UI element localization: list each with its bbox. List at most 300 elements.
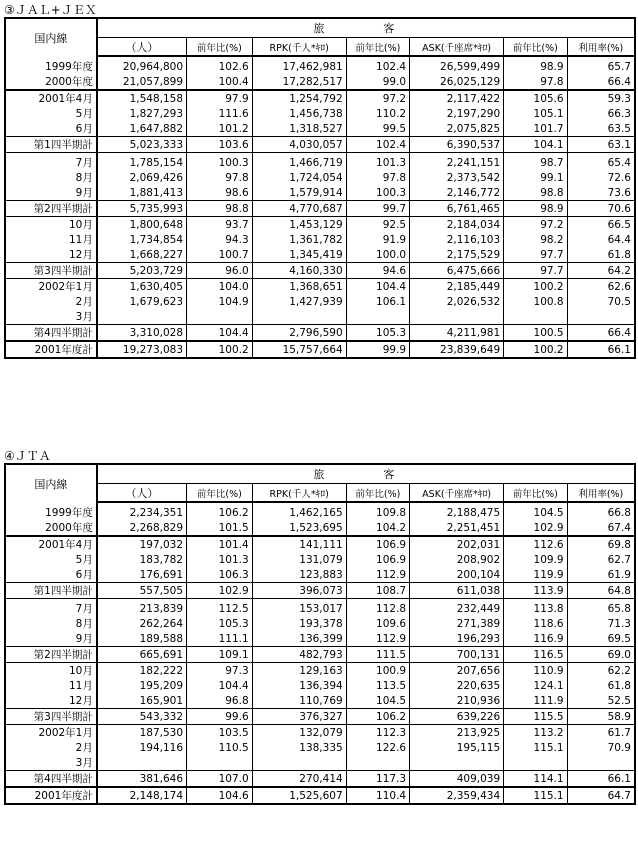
table-row	[5, 583, 635, 599]
cell-rpk: 396,073	[252, 583, 346, 599]
cell-ask: 2,075,825	[410, 121, 504, 137]
cell-passengers	[97, 755, 187, 771]
cell-ask-yoy: 113.2	[504, 725, 567, 741]
row-label: 2月	[5, 294, 97, 309]
cell-passengers-yoy: 100.2	[187, 341, 253, 358]
table-row	[5, 536, 635, 552]
cell-rpk-yoy: 100.3	[346, 185, 409, 201]
cell-load-factor: 64.4	[567, 232, 635, 247]
cell-rpk-yoy: 111.5	[346, 647, 409, 663]
cell-rpk: 482,793	[252, 647, 346, 663]
cell-rpk-yoy	[346, 755, 409, 771]
cell-rpk	[252, 309, 346, 325]
cell-passengers-yoy: 111.1	[187, 631, 253, 647]
cell-ask-yoy: 102.9	[504, 520, 567, 536]
cell-load-factor: 66.5	[567, 217, 635, 233]
cell-ask-yoy: 116.9	[504, 631, 567, 647]
cell-passengers-yoy: 104.4	[187, 325, 253, 342]
cell-rpk: 4,160,330	[252, 263, 346, 279]
cell-passengers-yoy	[187, 309, 253, 325]
cell-rpk: 123,883	[252, 567, 346, 583]
cell-ask-yoy: 105.6	[504, 90, 567, 106]
table-row	[5, 294, 635, 309]
cell-rpk: 138,335	[252, 740, 346, 755]
cell-ask	[410, 755, 504, 771]
cell-load-factor: 61.9	[567, 567, 635, 583]
cell-ask: 220,635	[410, 678, 504, 693]
cell-ask-yoy: 114.1	[504, 771, 567, 788]
table-row	[5, 341, 635, 358]
row-label: 9月	[5, 185, 97, 201]
cell-passengers-yoy: 104.0	[187, 279, 253, 295]
cell-passengers	[97, 309, 187, 325]
cell-rpk-yoy: 102.4	[346, 56, 409, 74]
table-row	[5, 309, 635, 325]
cell-load-factor: 65.8	[567, 599, 635, 617]
row-label: 5月	[5, 552, 97, 567]
cell-passengers-yoy: 96.0	[187, 263, 253, 279]
cell-passengers: 213,839	[139, 602, 184, 615]
cell-passengers-yoy: 101.5	[187, 520, 253, 536]
cell-ask: 2,116,103	[410, 232, 504, 247]
cell-rpk-yoy: 101.3	[346, 153, 409, 171]
cell-passengers-yoy: 103.5	[187, 725, 253, 741]
row-label: 第1四半期計	[5, 583, 97, 599]
row-label: 7月	[5, 599, 97, 617]
cell-ask-yoy: 101.7	[504, 121, 567, 137]
section-title-jta: ④ＪＴＡ	[4, 449, 51, 463]
column-header-row	[5, 484, 635, 503]
section-title-jal: ③ＪＡＬ+ＪＥＸ	[4, 3, 97, 17]
cell-load-factor: 62.7	[567, 552, 635, 567]
cell-rpk-yoy: 94.6	[346, 263, 409, 279]
cell-passengers-yoy: 100.4	[187, 74, 253, 90]
cell-passengers: 1,800,648	[129, 218, 184, 231]
cell-ask: 6,390,537	[410, 137, 504, 153]
cell-passengers: 19,273,083	[97, 341, 187, 358]
cell-rpk: 1,724,054	[252, 170, 346, 185]
cell-rpk: 132,079	[252, 725, 346, 741]
row-label: 6月	[5, 121, 97, 137]
cell-rpk-yoy: 108.7	[346, 583, 409, 599]
cell-passengers: 1,630,405	[129, 280, 184, 293]
column-header-passengers-yoy: 前年比(%)	[187, 38, 253, 57]
cell-ask-yoy: 99.1	[504, 170, 567, 185]
cell-rpk-yoy: 112.8	[346, 599, 409, 617]
cell-ask: 196,293	[410, 631, 504, 647]
cell-passengers-yoy: 98.6	[187, 185, 253, 201]
cell-ask: 611,038	[410, 583, 504, 599]
cell-load-factor: 64.7	[567, 787, 635, 804]
row-label: 第4四半期計	[5, 771, 97, 788]
cell-rpk: 193,378	[252, 616, 346, 631]
cell-ask: 4,211,981	[410, 325, 504, 342]
cell-passengers: 195,209	[139, 679, 184, 692]
cell-ask: 6,761,465	[410, 201, 504, 217]
cell-passengers-yoy: 101.2	[187, 121, 253, 137]
cell-ask-yoy: 98.9	[504, 201, 567, 217]
cell-load-factor: 71.3	[567, 616, 635, 631]
cell-ask: 208,902	[410, 552, 504, 567]
table-row	[5, 678, 635, 693]
table-row	[5, 106, 635, 121]
cell-passengers-yoy: 111.6	[187, 106, 253, 121]
cell-rpk: 270,414	[252, 771, 346, 788]
cell-rpk-yoy: 105.3	[346, 325, 409, 342]
cell-load-factor: 62.6	[567, 279, 635, 295]
cell-ask: 2,117,422	[410, 90, 504, 106]
table-row	[5, 552, 635, 567]
cell-passengers-yoy: 107.0	[187, 771, 253, 788]
table-row	[5, 74, 635, 90]
column-header-ask: ASK(千座席*ｷﾛ)	[410, 484, 504, 503]
column-header-passengers: （人）	[97, 484, 187, 503]
cell-passengers: 189,588	[139, 632, 184, 645]
cell-passengers: 381,646	[97, 771, 187, 788]
row-label: 第3四半期計	[5, 263, 97, 279]
row-label: 第1四半期計	[5, 137, 97, 153]
cell-rpk: 131,079	[252, 552, 346, 567]
cell-ask: 2,197,290	[410, 106, 504, 121]
cell-rpk: 376,327	[252, 709, 346, 725]
cell-rpk: 1,254,792	[252, 90, 346, 106]
row-label: 3月	[5, 755, 97, 771]
table-row	[5, 185, 635, 201]
cell-rpk: 129,163	[252, 663, 346, 679]
cell-rpk: 4,030,057	[252, 137, 346, 153]
cell-rpk-yoy	[346, 309, 409, 325]
cell-ask-yoy: 100.5	[504, 325, 567, 342]
row-label: 2001年度計	[5, 787, 97, 804]
table-row	[5, 232, 635, 247]
cell-ask: 2,185,449	[410, 279, 504, 295]
cell-rpk: 153,017	[252, 599, 346, 617]
cell-ask: 23,839,649	[410, 341, 504, 358]
cell-rpk-yoy: 112.9	[346, 631, 409, 647]
cell-rpk-yoy: 117.3	[346, 771, 409, 788]
row-label: 1999年度	[5, 56, 97, 74]
cell-passengers: 557,505	[97, 583, 187, 599]
cell-load-factor: 63.1	[567, 137, 635, 153]
cell-passengers: 3,310,028	[97, 325, 187, 342]
column-header-ask-yoy: 前年比(%)	[504, 484, 567, 503]
cell-rpk-yoy: 110.4	[346, 787, 409, 804]
cell-load-factor	[567, 755, 635, 771]
cell-ask-yoy	[504, 755, 567, 771]
cell-rpk-yoy: 122.6	[346, 740, 409, 755]
row-label: 6月	[5, 567, 97, 583]
cell-load-factor: 69.8	[567, 536, 635, 552]
cell-rpk-yoy: 99.7	[346, 201, 409, 217]
cell-rpk-yoy: 97.2	[346, 90, 409, 106]
table-row	[5, 170, 635, 185]
table-row	[5, 740, 635, 755]
row-label: 第3四半期計	[5, 709, 97, 725]
table-row	[5, 631, 635, 647]
cell-rpk-yoy: 110.2	[346, 106, 409, 121]
cell-ask: 2,359,434	[410, 787, 504, 804]
cell-passengers: 197,032	[97, 536, 187, 552]
cell-ask: 200,104	[410, 567, 504, 583]
column-header-rpk-yoy: 前年比(%)	[346, 484, 409, 503]
cell-passengers-yoy: 112.5	[187, 599, 253, 617]
column-header-rpk: RPK(千人*ｷﾛ)	[252, 484, 346, 503]
cell-ask-yoy: 100.8	[504, 294, 567, 309]
cell-ask-yoy: 98.2	[504, 232, 567, 247]
cell-passengers-yoy: 110.5	[187, 740, 253, 755]
table-row	[5, 520, 635, 536]
cell-passengers-yoy: 93.7	[187, 217, 253, 233]
cell-ask: 202,031	[410, 536, 504, 552]
row-label: 7月	[5, 153, 97, 171]
row-label: 3月	[5, 309, 97, 325]
table-row	[5, 567, 635, 583]
table-row	[5, 725, 635, 741]
row-label: 12月	[5, 247, 97, 263]
table-row	[5, 279, 635, 295]
table-row	[5, 121, 635, 137]
cell-rpk-yoy: 99.0	[346, 74, 409, 90]
cell-ask-yoy: 111.9	[504, 693, 567, 709]
cell-passengers-yoy: 104.6	[187, 787, 253, 804]
cell-passengers: 183,782	[139, 553, 184, 566]
table-row	[5, 755, 635, 771]
cell-rpk: 1,525,607	[252, 787, 346, 804]
cell-ask-yoy: 98.8	[504, 185, 567, 201]
table-row	[5, 153, 635, 171]
row-label: 2002年1月	[5, 725, 97, 741]
cell-ask-yoy: 100.2	[504, 341, 567, 358]
cell-rpk: 15,757,664	[252, 341, 346, 358]
table-row	[5, 56, 635, 74]
cell-ask: 700,131	[410, 647, 504, 663]
cell-rpk: 1,462,165	[252, 502, 346, 520]
cell-load-factor: 72.6	[567, 170, 635, 185]
cell-rpk-yoy: 113.5	[346, 678, 409, 693]
cell-passengers: 194,116	[139, 741, 184, 754]
cell-ask-yoy: 113.9	[504, 583, 567, 599]
cell-rpk: 1,427,939	[252, 294, 346, 309]
table-row	[5, 247, 635, 263]
cell-passengers: 5,023,333	[97, 137, 187, 153]
traffic-table-jal	[4, 17, 636, 359]
cell-passengers-yoy: 103.6	[187, 137, 253, 153]
cell-ask-yoy: 115.1	[504, 787, 567, 804]
cell-load-factor: 66.3	[567, 106, 635, 121]
cell-passengers: 1,548,158	[97, 90, 187, 106]
cell-passengers: 20,964,800	[122, 60, 184, 73]
cell-ask-yoy: 97.8	[504, 74, 567, 90]
cell-load-factor: 58.9	[567, 709, 635, 725]
cell-ask-yoy	[504, 309, 567, 325]
cell-rpk-yoy: 109.8	[346, 502, 409, 520]
cell-ask-yoy: 104.5	[504, 502, 567, 520]
cell-passengers: 1,827,293	[129, 107, 184, 120]
row-label: 第2四半期計	[5, 201, 97, 217]
row-label: 1999年度	[5, 502, 97, 520]
table-row	[5, 325, 635, 342]
cell-ask-yoy: 116.5	[504, 647, 567, 663]
cell-ask	[410, 309, 504, 325]
cell-rpk-yoy: 91.9	[346, 232, 409, 247]
cell-passengers-yoy: 106.2	[187, 502, 253, 520]
cell-rpk-yoy: 104.2	[346, 520, 409, 536]
cell-rpk-yoy: 104.5	[346, 693, 409, 709]
cell-rpk: 1,523,695	[252, 520, 346, 536]
cell-ask: 409,039	[410, 771, 504, 788]
cell-rpk: 141,111	[252, 536, 346, 552]
column-header-ask-yoy: 前年比(%)	[504, 38, 567, 57]
cell-load-factor: 70.5	[567, 294, 635, 309]
table-row	[5, 599, 635, 617]
cell-load-factor: 70.6	[567, 201, 635, 217]
cell-passengers: 165,901	[139, 694, 184, 707]
cell-load-factor: 63.5	[567, 121, 635, 137]
cell-ask: 271,389	[410, 616, 504, 631]
cell-ask: 2,188,475	[410, 502, 504, 520]
cell-rpk-yoy: 100.0	[346, 247, 409, 263]
cell-ask-yoy: 119.9	[504, 567, 567, 583]
row-label: 第2四半期計	[5, 647, 97, 663]
cell-rpk-yoy: 106.9	[346, 536, 409, 552]
cell-passengers: 182,222	[139, 664, 184, 677]
cell-load-factor: 61.8	[567, 678, 635, 693]
table-row	[5, 616, 635, 631]
cell-ask-yoy: 104.1	[504, 137, 567, 153]
column-header-rpk-yoy: 前年比(%)	[346, 38, 409, 57]
table-row	[5, 201, 635, 217]
cell-rpk: 4,770,687	[252, 201, 346, 217]
cell-passengers: 2,234,351	[129, 506, 184, 519]
cell-rpk-yoy: 106.9	[346, 552, 409, 567]
cell-ask-yoy: 112.6	[504, 536, 567, 552]
row-label: 2000年度	[5, 74, 97, 90]
cell-rpk: 1,456,738	[252, 106, 346, 121]
cell-ask: 210,936	[410, 693, 504, 709]
cell-rpk-yoy: 100.9	[346, 663, 409, 679]
cell-rpk-yoy: 106.1	[346, 294, 409, 309]
cell-load-factor: 69.5	[567, 631, 635, 647]
cell-passengers: 262,264	[139, 617, 184, 630]
cell-passengers-yoy: 109.1	[187, 647, 253, 663]
cell-ask-yoy: 97.7	[504, 247, 567, 263]
cell-load-factor: 66.1	[567, 341, 635, 358]
cell-ask: 213,925	[410, 725, 504, 741]
cell-passengers-yoy: 99.6	[187, 709, 253, 725]
cell-ask: 6,475,666	[410, 263, 504, 279]
cell-passengers: 2,069,426	[129, 171, 184, 184]
cell-ask-yoy: 113.8	[504, 599, 567, 617]
cell-passengers-yoy: 102.6	[187, 56, 253, 74]
cell-ask-yoy: 109.9	[504, 552, 567, 567]
cell-load-factor: 65.4	[567, 153, 635, 171]
table-row	[5, 90, 635, 106]
cell-rpk: 1,318,527	[252, 121, 346, 137]
cell-load-factor: 52.5	[567, 693, 635, 709]
cell-passengers-yoy: 100.7	[187, 247, 253, 263]
cell-rpk: 1,368,651	[252, 279, 346, 295]
cell-ask-yoy: 98.7	[504, 153, 567, 171]
column-header-passengers-yoy: 前年比(%)	[187, 484, 253, 503]
cell-ask-yoy: 105.1	[504, 106, 567, 121]
table-row	[5, 663, 635, 679]
row-label: 5月	[5, 106, 97, 121]
cell-rpk: 1,361,782	[252, 232, 346, 247]
cell-load-factor: 64.2	[567, 263, 635, 279]
cell-ask-yoy: 97.7	[504, 263, 567, 279]
cell-load-factor: 70.9	[567, 740, 635, 755]
cell-passengers: 1,647,882	[129, 122, 184, 135]
cell-ask: 2,373,542	[410, 170, 504, 185]
row-label: 8月	[5, 616, 97, 631]
row-label: 2001年度計	[5, 341, 97, 358]
table-row	[5, 771, 635, 788]
traffic-table-jta	[4, 463, 636, 805]
row-label: 8月	[5, 170, 97, 185]
cell-passengers-yoy: 104.4	[187, 678, 253, 693]
group-header: 旅 客	[97, 18, 635, 38]
table-row	[5, 502, 635, 520]
column-header-load-factor: 利用率(%)	[567, 38, 635, 57]
cell-rpk-yoy: 112.3	[346, 725, 409, 741]
cell-ask-yoy: 124.1	[504, 678, 567, 693]
cell-passengers: 5,203,729	[97, 263, 187, 279]
cell-passengers-yoy: 97.8	[187, 170, 253, 185]
cell-rpk: 1,345,419	[252, 247, 346, 263]
cell-ask-yoy: 98.9	[504, 56, 567, 74]
cell-ask: 2,175,529	[410, 247, 504, 263]
cell-passengers: 1,679,623	[129, 295, 184, 308]
cell-ask-yoy: 110.9	[504, 663, 567, 679]
cell-ask: 2,241,151	[410, 153, 504, 171]
column-header-rpk: RPK(千人*ｷﾛ)	[252, 38, 346, 57]
row-label: 2月	[5, 740, 97, 755]
cell-ask: 207,656	[410, 663, 504, 679]
row-label: 10月	[5, 663, 97, 679]
cell-rpk-yoy: 102.4	[346, 137, 409, 153]
category-header: 国内線	[5, 464, 97, 502]
cell-passengers: 2,268,829	[129, 521, 184, 534]
cell-passengers-yoy: 98.8	[187, 201, 253, 217]
cell-ask: 2,184,034	[410, 217, 504, 233]
group-header: 旅 客	[97, 464, 635, 484]
cell-load-factor: 66.4	[567, 74, 635, 90]
cell-rpk	[252, 755, 346, 771]
header-row	[5, 18, 635, 38]
cell-passengers: 187,530	[139, 726, 184, 739]
column-header-row	[5, 38, 635, 57]
table-row	[5, 693, 635, 709]
cell-passengers-yoy: 106.3	[187, 567, 253, 583]
cell-passengers: 176,691	[139, 568, 184, 581]
cell-rpk: 1,579,914	[252, 185, 346, 201]
cell-rpk: 110,769	[252, 693, 346, 709]
cell-passengers: 5,735,993	[97, 201, 187, 217]
table-row	[5, 217, 635, 233]
row-label: 11月	[5, 678, 97, 693]
cell-ask: 2,146,772	[410, 185, 504, 201]
category-header: 国内線	[5, 18, 97, 56]
row-label: 2000年度	[5, 520, 97, 536]
cell-ask: 232,449	[410, 599, 504, 617]
cell-load-factor: 66.8	[567, 502, 635, 520]
cell-load-factor	[567, 309, 635, 325]
cell-ask: 26,025,129	[410, 74, 504, 90]
cell-passengers-yoy: 97.3	[187, 663, 253, 679]
cell-passengers-yoy: 100.3	[187, 153, 253, 171]
cell-passengers: 2,148,174	[97, 787, 187, 804]
row-label: 9月	[5, 631, 97, 647]
